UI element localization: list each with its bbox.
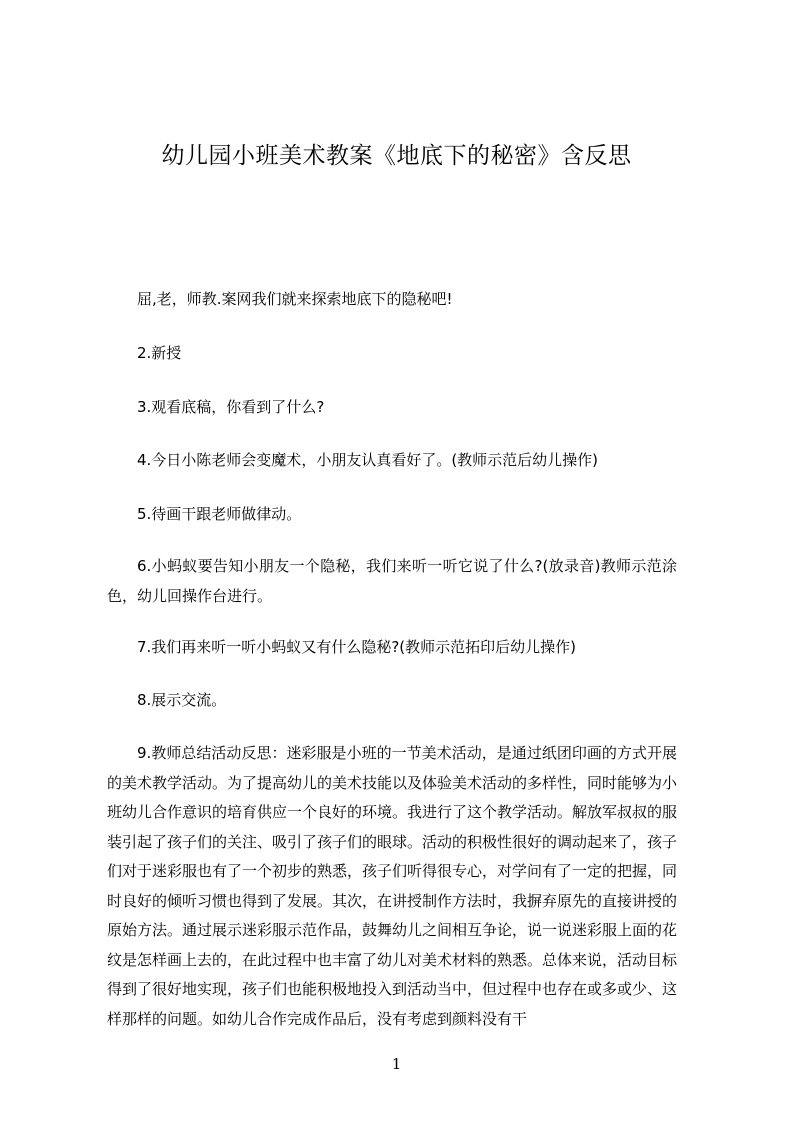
document-title: 幼儿园小班美术教案《地底下的秘密》含反思: [161, 143, 632, 169]
paragraph-step-3: 3.观看底稿，你看到了什么?: [137, 398, 325, 416]
paragraph-step-2: 2.新授: [137, 344, 182, 362]
paragraph-step-5: 5.待画干跟老师做律动。: [137, 505, 302, 523]
paragraph-step-4: 4.今日小陈老师会变魔术，小朋友认真看好了。(教师示范后幼儿操作): [137, 451, 599, 469]
paragraph-reflection: 9.教师总结活动反思：迷彩服是小班的一节美术活动，是通过纸团印画的方式开展的美术教学活动。为了提高幼儿的美术技能以及体验美术活动的多样性，同时能够为小班幼儿合作意识的培育供应一个良好的环境。我进行了这个教学活动。解放军叔叔的服装引起了孩子们的关注、吸引了孩子们的眼球。活动的积极性很好的调动起来了，孩子们对于迷彩服也有了一个初步的熟悉，孩子们听得很专心，对学问有了一定的把握，同时良好的倾听习惯也得到了发展。其次，在讲授制作方法时，我摒弃原先的直接讲授的原始方法。通过展示迷彩服示范作品，鼓舞幼儿之间相互争论，说一说迷彩服上面的花纹是怎样画上去的，在此过程中也丰富了幼儿对美术材料的熟悉。总体来说，活动目标得到了很好地实现，孩子们也能积极地投入到活动当中，但过程中也存在或多或少、这样那样的问题。如幼儿合作完成作品后，没有考虑到颜料没有干: [107, 744, 678, 1028]
paragraph-step-6: 6.小蚂蚁要告知小朋友一个隐秘，我们来听一听它说了什么?(放录音)教师示范涂色，幼儿回操作台进行。: [107, 557, 677, 605]
paragraph-step-7: 7.我们再来听一听小蚂蚁又有什么隐秘?(教师示范拓印后幼儿操作): [137, 638, 576, 656]
paragraph-step-8: 8.展示交流。: [137, 691, 227, 709]
paragraph-intro: 屈,老，师教.案网我们就来探索地底下的隐秘吧!: [137, 290, 453, 308]
page-number: 1: [391, 1055, 402, 1073]
